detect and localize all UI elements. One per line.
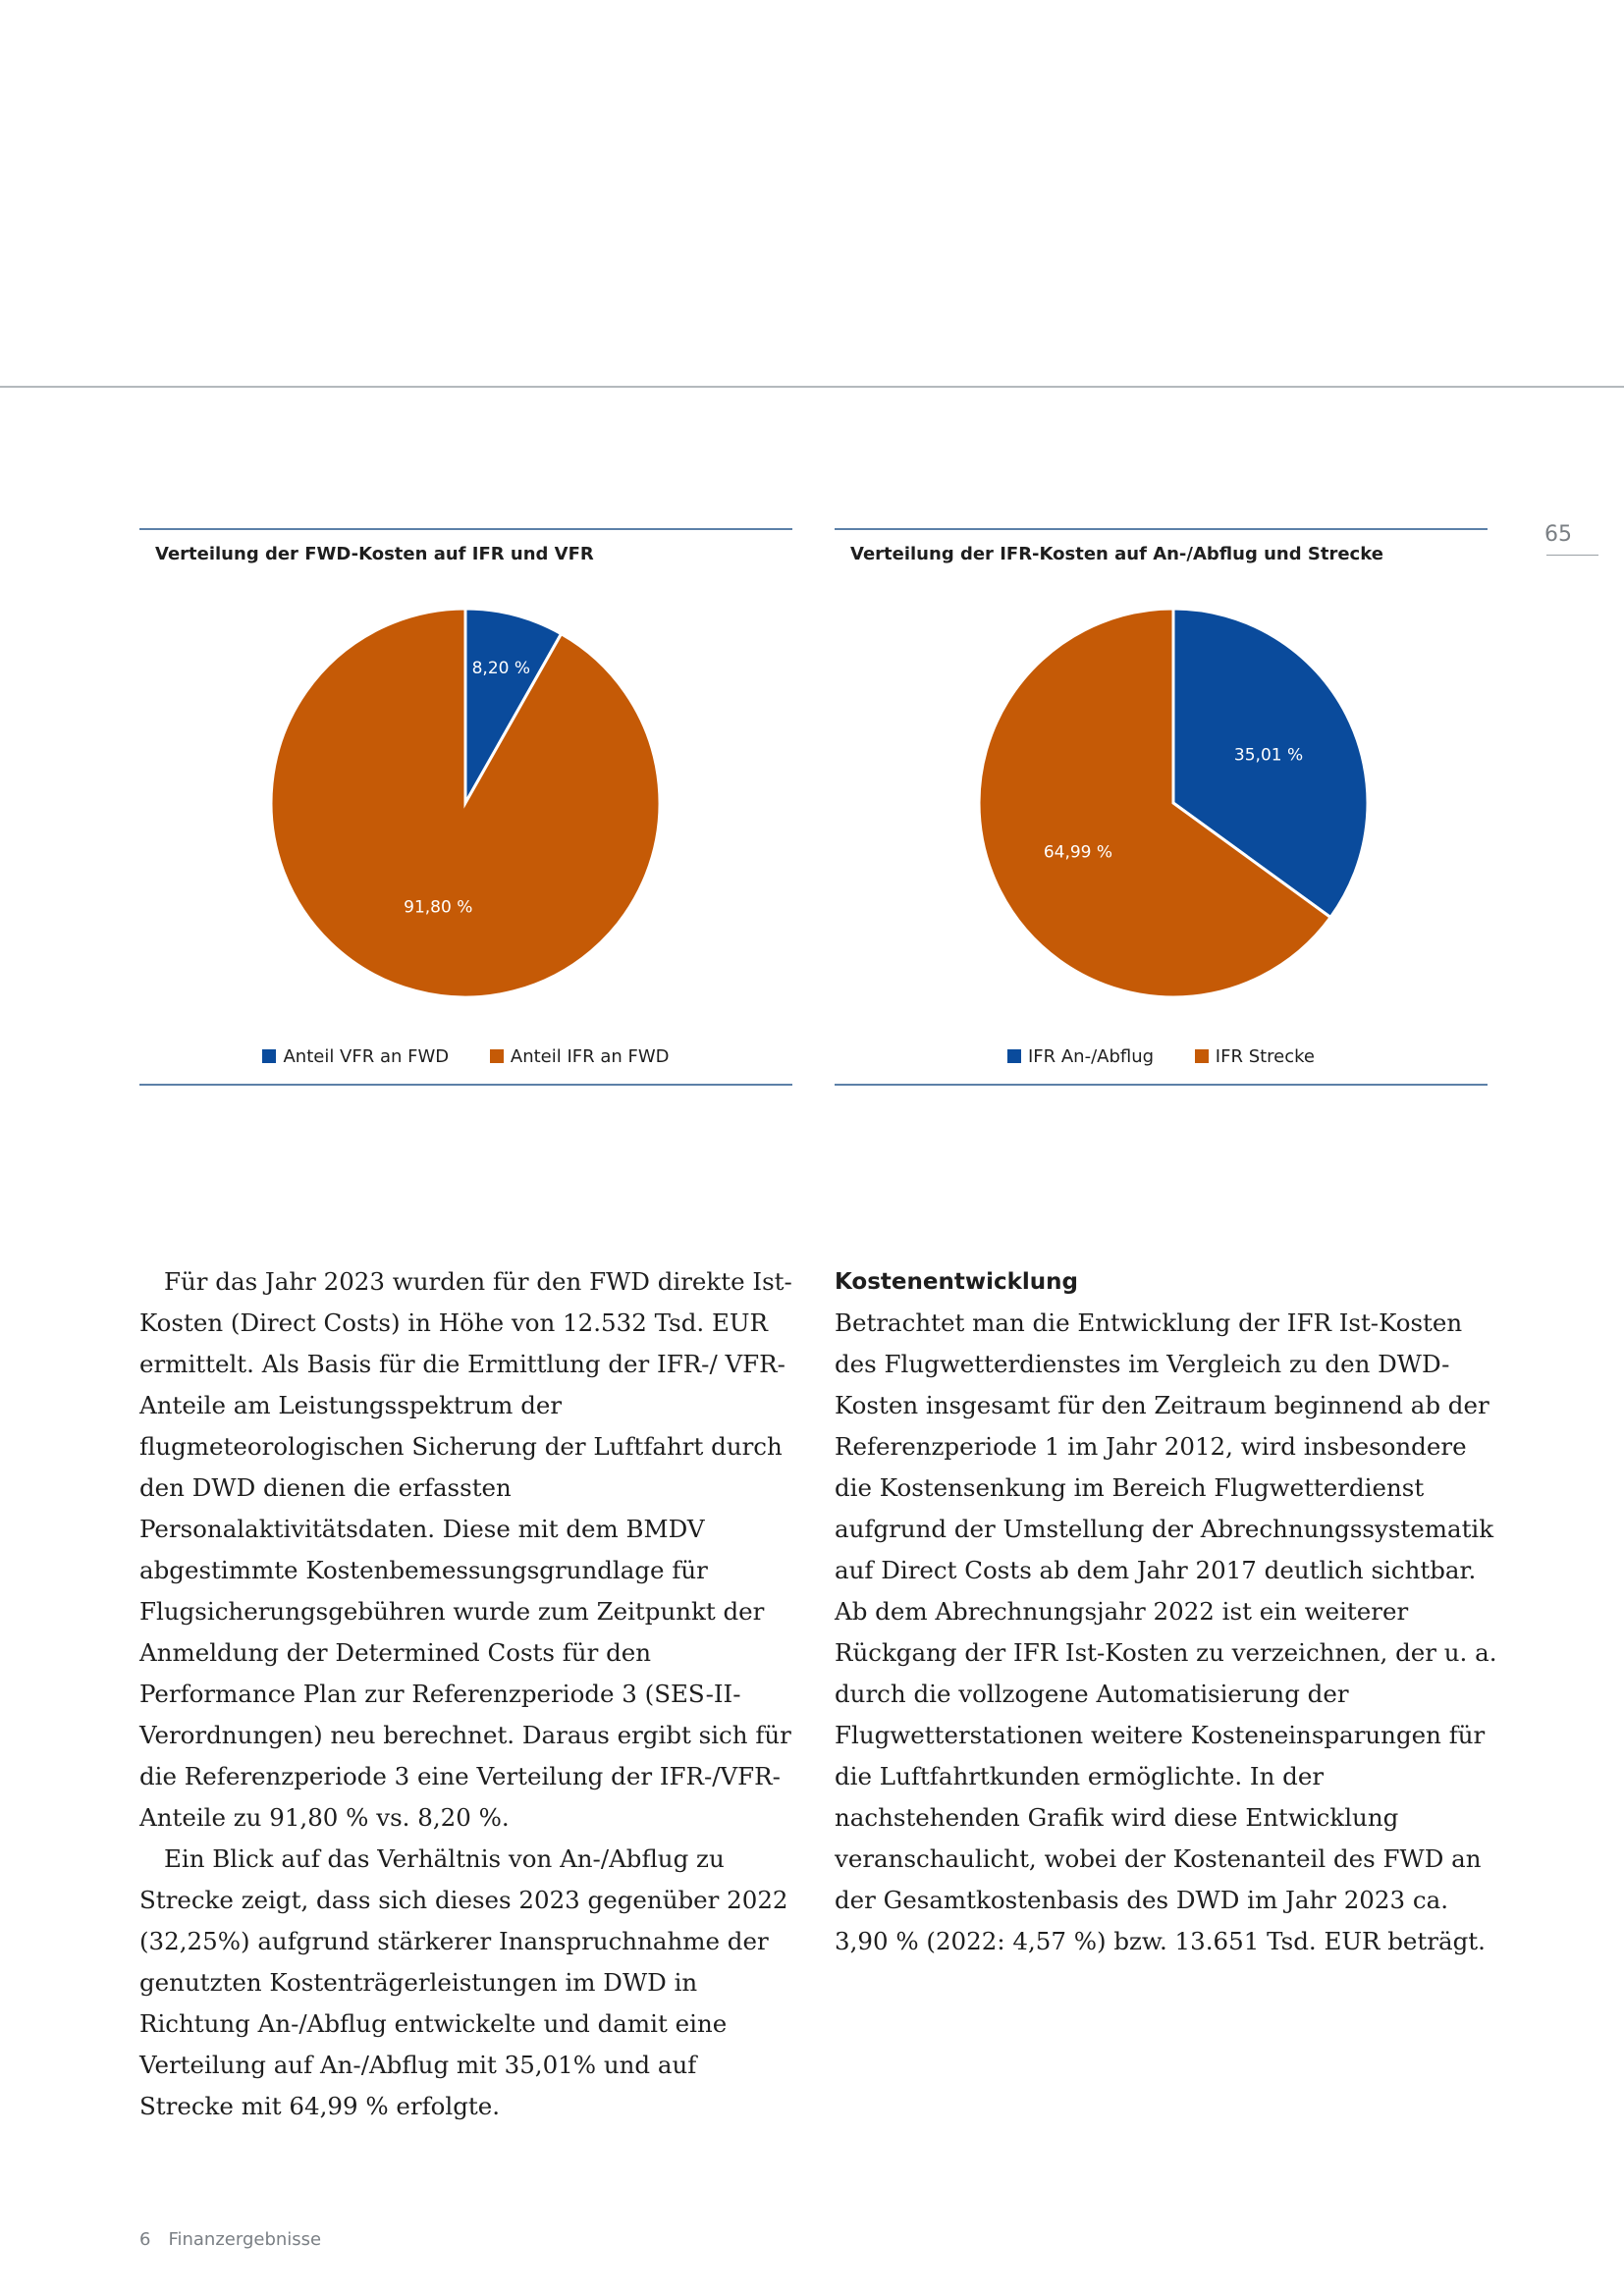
legend-swatch-blue bbox=[262, 1049, 276, 1063]
legend-item-strecke bbox=[1195, 1046, 1315, 1067]
paragraph: Betrachtet man die Entwicklung der IFR Ist-Kosten des Flugwetterdienstes im Vergleich zu den DWD-Kosten insgesamt für den Zeitraum beginnend ab der Referenzperiode 1 im Jahr 2012, wird insbesondere die Kostensenkung im Bereich Flugwetterdienst aufgrund der Umstellung der Abrechnungssystematik auf Direct Costs ab dem Jahr 2017 deutlich sichtbar. Ab dem Abrechnungsjahr 2022 ist ein weiterer Rückgang der IFR Ist-Kosten zu verzeichnen, der u. a. durch die vollzogene Automatisierung der Flugwetterstationen weitere Kosteneinsparungen für die Luftfahrtkunden ermöglichte. In der nachstehenden Grafik wird diese Entwicklung veranschaulicht, wobei der Kostenanteil des FWD an der Gesamtkostenbasis des DWD im Jahr 2023 ca. 3,90 % (2022: 4,57 %) bzw. 13.651 Tsd. EUR beträgt. bbox=[835, 1308, 1497, 1955]
legend-label: Anteil IFR an FWD bbox=[510, 1046, 670, 1067]
paragraph: Ein Blick auf das Verhältnis von An-/Abflug zu Strecke zeigt, dass sich dieses 2023 gegenüber 2022 (32,25%) aufgrund stärkerer Inanspruchnahme der genutzten Kostenträgerleistungen im DWD in Richtung An-/Abflug entwickelte und damit eine Verteilung auf An-/Abflug mit 35,01% und auf Strecke mit 64,99 % erfolgte. bbox=[139, 1844, 788, 2120]
legend-item-anabflug bbox=[1007, 1046, 1154, 1067]
pie-data-label: 64,99 % bbox=[1043, 842, 1113, 863]
chart-legend bbox=[835, 1046, 1488, 1067]
chart-ifr-anabflug-strecke bbox=[835, 0, 1488, 1099]
legend-swatch-orange bbox=[1195, 1049, 1209, 1063]
legend-label: IFR An-/Abflug bbox=[1027, 1046, 1155, 1067]
chapter-number: 6 bbox=[139, 2229, 151, 2250]
paragraph: Für das Jahr 2023 wurden für den FWD direkte Ist-Kosten (Direct Costs) in Höhe von 12.532 Tsd. EUR ermittelt. Als Basis für die Ermittlung der IFR-/ VFR-Anteile am Leistungsspektrum der flugmeteorologischen Sicherung der Luftfahrt durch den DWD dienen die erfassten Personalaktivitätsdaten. Diese mit dem BMDV abgestimmte Kostenbemessungsgrundlage für Flugsicherungsgebühren wurde zum Zeitpunkt der Anmeldung der Determined Costs für den Performance Plan zur Referenzperiode 3 (SES-II-Verordnungen) neu berechnet. Daraus ergibt sich für die Referenzperiode 3 eine Verteilung der IFR-/VFR-Anteile zu 91,80 % vs. 8,20 %. bbox=[139, 1267, 792, 1832]
chart-bottom-rule bbox=[139, 1084, 792, 1086]
chart-title: Verteilung der IFR-Kosten auf An-/Abflug und Strecke bbox=[850, 544, 1383, 564]
chart-title: Verteilung der FWD-Kosten auf IFR und VFR bbox=[155, 544, 594, 564]
page-footer bbox=[139, 2229, 339, 2250]
chart-legend bbox=[139, 1046, 792, 1067]
legend-swatch-blue bbox=[1007, 1049, 1021, 1063]
section-heading: Kostenentwicklung bbox=[835, 1269, 1079, 1295]
pie-data-label: 8,20 % bbox=[471, 659, 531, 679]
pie-slice bbox=[271, 609, 660, 997]
pie-chart bbox=[835, 0, 1488, 1099]
right-text-column bbox=[835, 1261, 1497, 1962]
pie-data-label: 91,80 % bbox=[404, 897, 473, 918]
legend-item-ifr bbox=[490, 1046, 670, 1067]
chart-fwd-ifr-vfr bbox=[139, 0, 792, 1099]
pie-data-label: 35,01 % bbox=[1233, 745, 1304, 766]
legend-swatch-orange bbox=[490, 1049, 504, 1063]
legend-label: IFR Strecke bbox=[1215, 1046, 1316, 1067]
legend-item-vfr bbox=[262, 1046, 449, 1067]
page-number: 65 bbox=[1544, 522, 1572, 547]
pie-chart bbox=[139, 0, 792, 1099]
left-text-column bbox=[139, 1261, 795, 2127]
legend-label: Anteil VFR an FWD bbox=[283, 1046, 450, 1067]
chapter-title: Finanzergebnisse bbox=[168, 2229, 322, 2250]
page-number-rule bbox=[1546, 555, 1598, 556]
chart-bottom-rule bbox=[835, 1084, 1488, 1086]
